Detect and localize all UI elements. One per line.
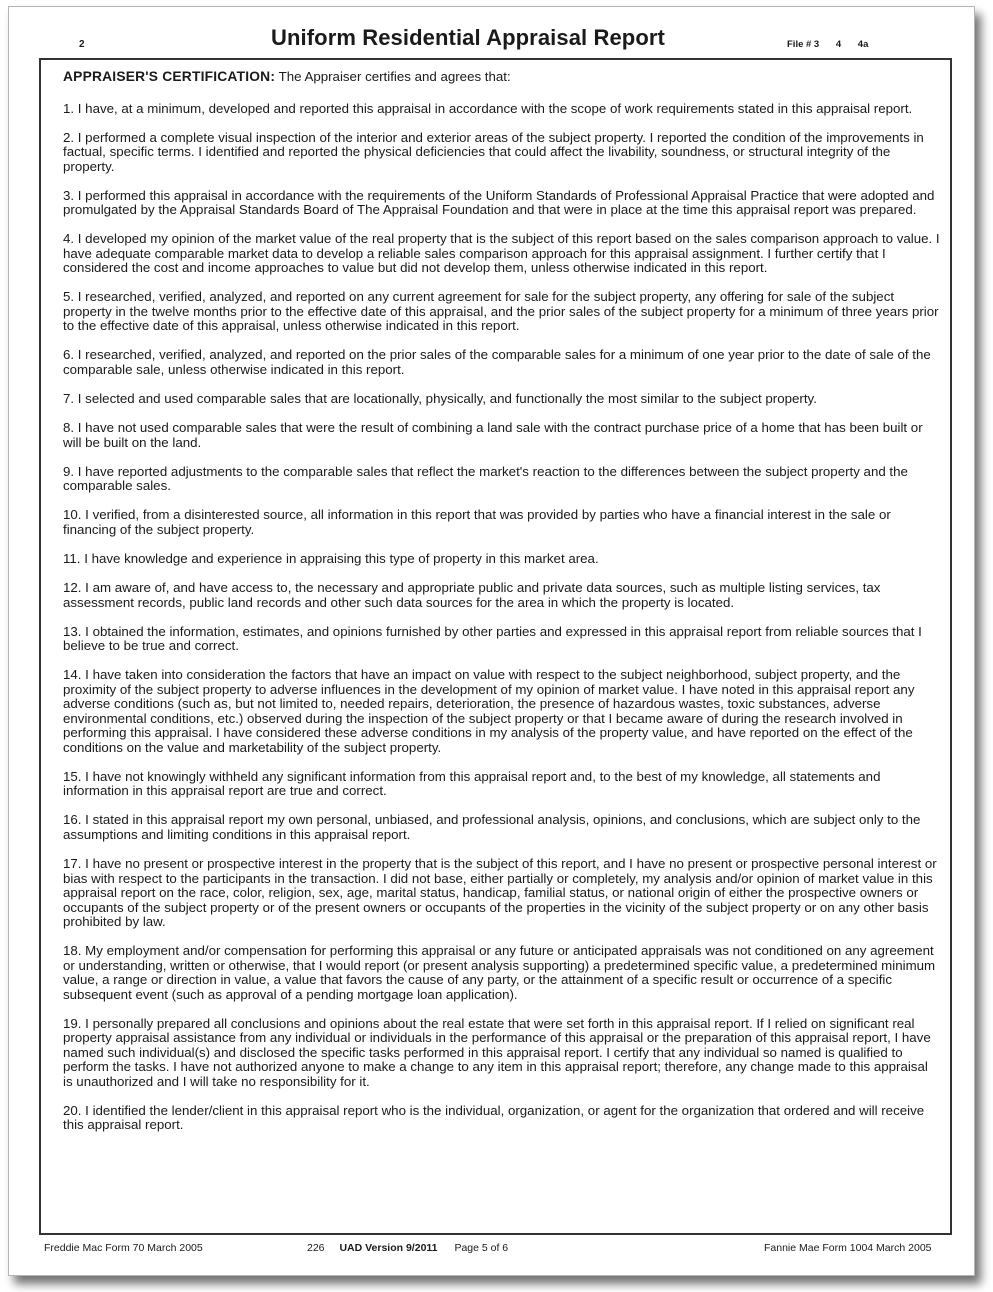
certification-item-5: 5. I researched, verified, analyzed, and reported on any current agreement for sale for the subject property, any offering for sale of the subject property in the twelve months prior to the effective date of this appraisal, and the prior sales of the subject property for a minimum of three years prior to the effective date of this appraisal, unless otherwise indicated in this report. [63, 289, 939, 334]
certification-item-7: 7. I selected and used comparable sales that are locationally, physically, and functionally the most similar to the subject property. [63, 391, 817, 407]
freddie-mac-form: Freddie Mac Form 70 March 2005 [44, 1242, 203, 1254]
certification-box [39, 58, 952, 1235]
report-title: Uniform Residential Appraisal Report [271, 25, 665, 50]
certification-item-1: 1. I have, at a minimum, developed and reported this appraisal in accordance with the scope of work requirements stated in this appraisal report. [63, 100, 913, 116]
document-page [8, 6, 975, 1276]
certification-item-15: 15. I have not knowingly withheld any significant information from this appraisal report and, to the best of my knowledge, all statements and information in this appraisal report are true and correct. [63, 768, 881, 799]
fannie-mae-form: Fannie Mae Form 1004 March 2005 [764, 1242, 932, 1254]
certification-item-13: 13. I obtained the information, estimates, and opinions furnished by other parties and expressed in this appraisal report from reliable sources that I believe to be true and correct. [63, 623, 922, 654]
certification-intro: The Appraiser certifies and agrees that: [278, 69, 511, 84]
certification-item-11: 11. I have knowledge and experience in appraising this type of property in this market area. [63, 550, 599, 566]
page-number: 2 [79, 39, 85, 50]
page-header [9, 25, 974, 59]
certification-label: APPRAISER'S CERTIFICATION: [63, 69, 276, 84]
certification-content [63, 70, 941, 1147]
uad-version: UAD Version 9/2011 [339, 1242, 438, 1254]
certification-item-10: 10. I verified, from a disinterested source, all information in this report that was provided by parties who have a financial interest in the sale or financing of the subject property. [63, 507, 891, 537]
certification-item-17: 17. I have no present or prospective interest in the property that is the subject of this report, and I have no present or prospective personal interest or bias with respect to the participants in the transaction. I did not base, either partially or completely, my analysis and/or opinion of market value in this appraisal report on the race, color, religion, sex, age, marital status, handicap, familial status, or national origin of either the prospective owners or occupants of the subject property or of the present owners or occupants of the properties in the vicinity of the subject property or on any other basis prohibited by law. [63, 856, 937, 929]
certification-heading [63, 70, 941, 85]
certification-item-4: 4. I developed my opinion of the market value of the real property that is the subject of this report based on the sales comparison approach to value. I have adequate comparable market data to develop a reliable sales comparison approach for this appraisal assignment. I further certify that I considered the cost and income approaches to value but did not develop them, unless otherwise indicated in this report. [63, 231, 940, 276]
certification-item-8: 8. I have not used comparable sales that were the result of combining a land sale with the contract purchase price of a home that has been built or will be built on the land. [63, 420, 923, 450]
certification-item-16: 16. I stated in this appraisal report my own personal, unbiased, and professional analysis, opinions, and conclusions, which are subject only to the assumptions and limiting conditions in this appraisal report. [63, 812, 921, 842]
certification-item-6: 6. I researched, verified, analyzed, and reported on the prior sales of the comparable sales for a minimum of one year prior to the date of sale of the comparable sale, unless otherwise indicated in this report. [63, 347, 931, 377]
certification-item-9: 9. I have reported adjustments to the comparable sales that reflect the market's reaction to the differences between the subject property and the comparable sales. [63, 463, 908, 494]
certification-item-20: 20. I identified the lender/client in this appraisal report who is the individual, organization, or agent for the organization that ordered and will receive this appraisal report. [63, 1102, 925, 1133]
file-number [787, 39, 882, 50]
certification-item-18: 18. My employment and/or compensation for performing this appraisal or any future or anticipated appraisals was not conditioned on any agreement or understanding, written or otherwise, that I would report (or present analysis supporting) a predetermined specific value, a predetermined minimum value, a range or direction in value, a value that favors the cause of any party, or the attainment of a specific result or occurrence of a specific subsequent event (such as approval of a pending mortgage loan application). [63, 943, 936, 1002]
file-label: File # 3 [787, 39, 820, 50]
page-indicator: Page 5 of 6 [454, 1242, 509, 1254]
file-part-2: 4a [857, 39, 869, 50]
footer-middle [307, 1242, 508, 1254]
page-footer [9, 1242, 974, 1258]
file-part-1: 4 [835, 39, 842, 50]
certification-item-19: 19. I personally prepared all conclusions and opinions about the real estate that were set forth in this appraisal report. If I relied on significant real property appraisal assistance from any individual or individuals in the performance of this appraisal or the preparation of this appraisal report, I have named such individual(s) and disclosed the specific tasks performed in this appraisal report. I certify that any individual so named is qualified to perform the tasks. I have not authorized anyone to make a change to any item in this appraisal report; therefore, any change made to this appraisal is unauthorized and I will take no responsibility for it. [63, 1015, 931, 1089]
form-number: 226 [307, 1242, 325, 1254]
certification-item-3: 3. I performed this appraisal in accordance with the requirements of the Uniform Standards of Professional Appraisal Practice that were adopted and promulgated by the Appraisal Standards Board of The Appraisal Foundation and that were in place at the time this appraisal report was prepared. [63, 187, 935, 218]
certification-item-12: 12. I am aware of, and have access to, the necessary and appropriate public and private data sources, such as multiple listing services, tax assessment records, public land records and other such data sources for the area in which the property is located. [63, 580, 881, 610]
certification-item-2: 2. I performed a complete visual inspection of the interior and exterior areas of the subject property. I reported the condition of the improvements in factual, specific terms. I identified and reported the physical deficiencies that could affect the livability, soundness, or structural integrity of the property. [63, 129, 924, 174]
certification-item-14: 14. I have taken into consideration the factors that have an impact on value with respect to the subject neighborhood, subject property, and the proximity of the subject property to adverse influences in the development of my opinion of market value. I have noted in this appraisal report any adverse conditions (such as, but not limited to, needed repairs, deterioration, the presence of hazardous wastes, toxic substances, adverse environmental conditions, etc.) observed during the inspection of the subject property or that I became aware of during the research involved in performing this appraisal. I have considered these adverse conditions in my analysis of the property value, and have reported on the effect of the conditions on the value and marketability of the subject property. [63, 667, 915, 755]
